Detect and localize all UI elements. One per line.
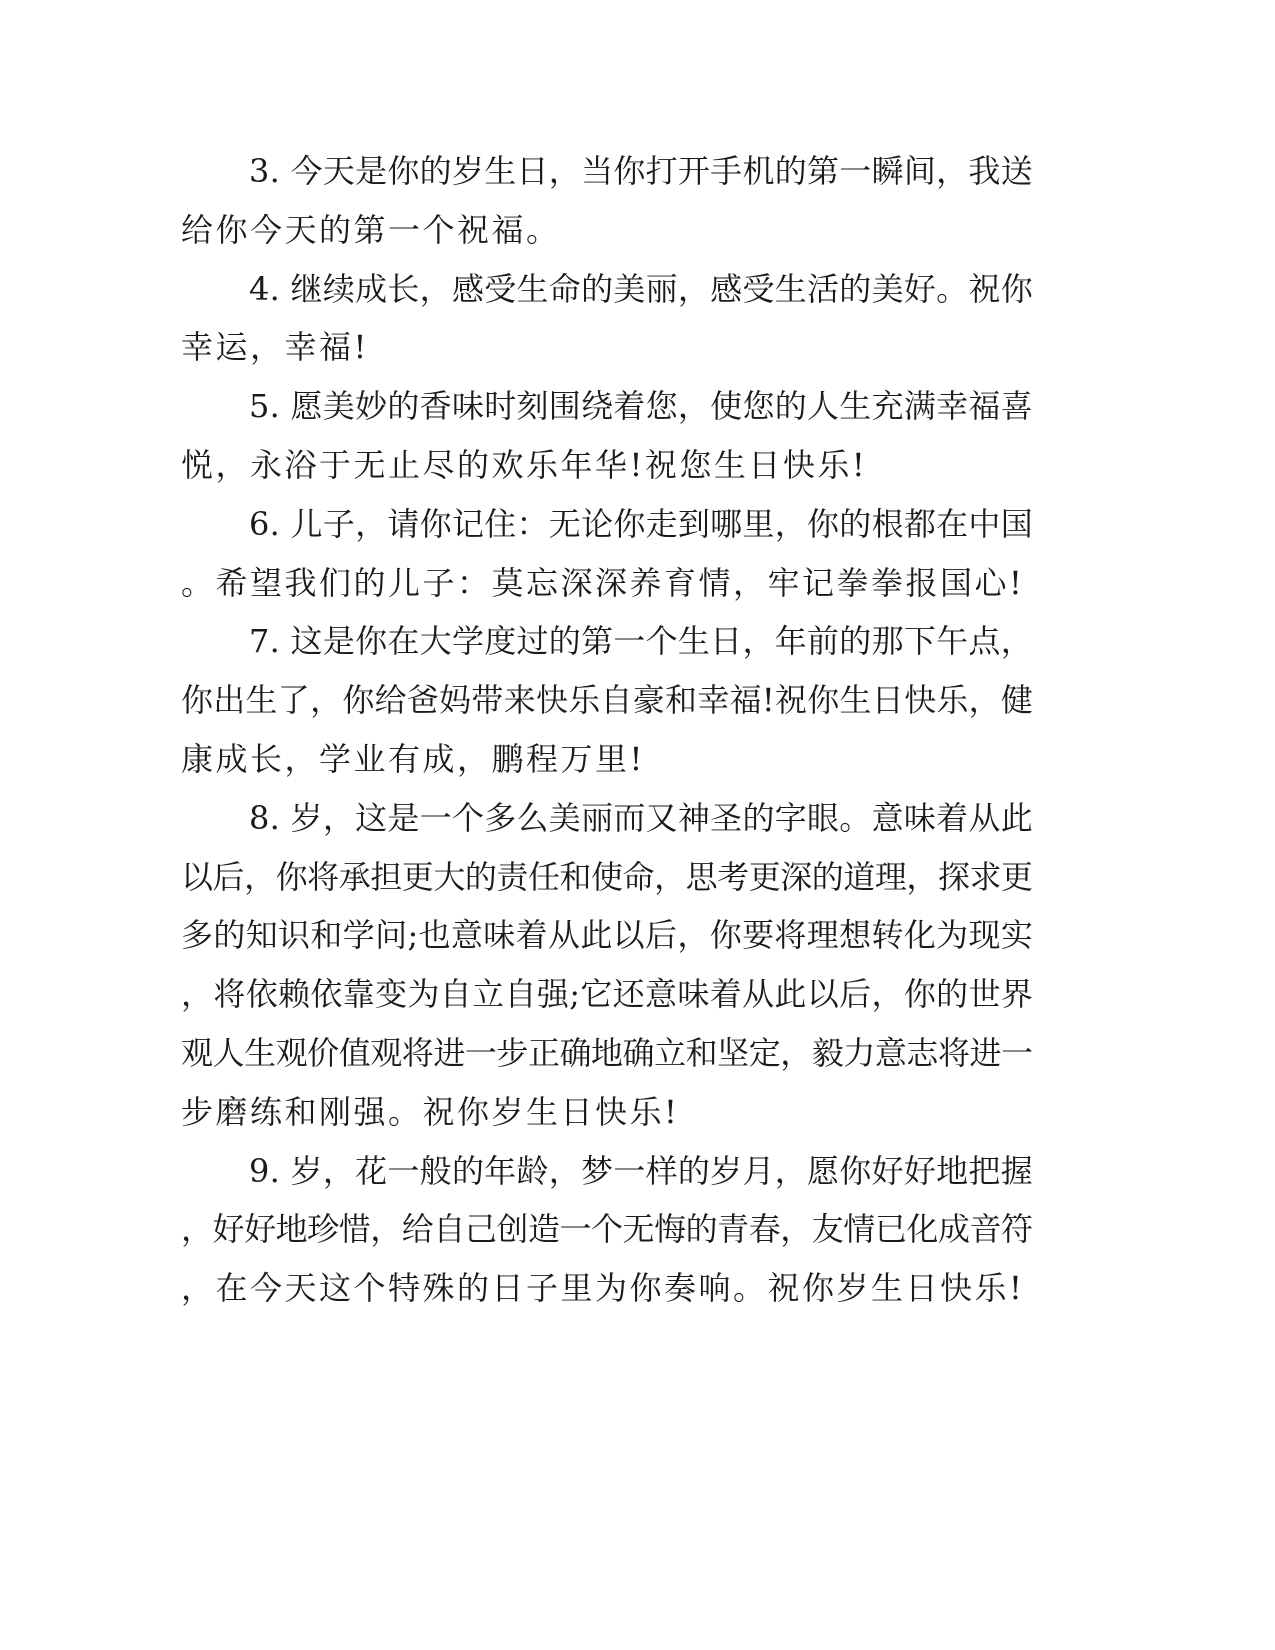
paragraph-line: 以后，你将承担更大的责任和使命，思考更深的道理，探求更: [181, 857, 1033, 896]
paragraph-line: 悦，永浴于无止尽的欢乐年华!祝您生日快乐!: [181, 446, 868, 484]
paragraph-line: 4. 继续成长，感受生命的美丽，感受生活的美好。祝你: [249, 269, 1033, 308]
paragraph-line: 5. 愿美妙的香味时刻围绕着您，使您的人生充满幸福喜: [249, 387, 1033, 426]
paragraph-line: 观人生观价值观将进一步正确地确立和坚定，毅力意志将进一: [181, 1034, 1033, 1072]
paragraph-line: ，好好地珍惜，给自己创造一个无悔的青春，友情已化成音符: [181, 1210, 1033, 1249]
paragraph-line: 多的知识和学问;也意味着从此以后，你要将理想转化为现实: [181, 916, 1034, 955]
paragraph-line: 9. 岁，花一般的年龄，梦一样的岁月，愿你好好地把握: [249, 1151, 1033, 1190]
paragraph-line: 3. 今天是你的岁生日，当你打开手机的第一瞬间，我送: [249, 152, 1033, 190]
paragraph-line: 康成长，学业有成，鹏程万里!: [181, 740, 645, 778]
paragraph-line: 8. 岁，这是一个多么美丽而又神圣的字眼。意味着从此: [249, 798, 1033, 837]
paragraph-line: 6. 儿子，请你记住：无论你走到哪里，你的根都在中国: [249, 504, 1033, 543]
paragraph-line: 。希望我们的儿子：莫忘深深养育情，牢记拳拳报国心!: [181, 563, 1025, 602]
paragraph-line: ，将依赖依靠变为自立自强;它还意味着从此以后，你的世界: [181, 975, 1034, 1014]
paragraph-line: 你出生了，你给爸妈带来快乐自豪和幸福!祝你生日快乐，健: [181, 681, 1034, 720]
paragraph-line: ，在今天这个特殊的日子里为你奏响。祝你岁生日快乐!: [181, 1269, 1025, 1308]
paragraph-line: 步磨练和刚强。祝你岁生日快乐!: [181, 1092, 680, 1131]
paragraph-line: 幸运，幸福!: [181, 328, 369, 367]
paragraph-line: 7. 这是你在大学度过的第一个生日，年前的那下午点，: [249, 622, 1033, 661]
paragraph-line: 给你今天的第一个祝福。: [181, 210, 561, 249]
